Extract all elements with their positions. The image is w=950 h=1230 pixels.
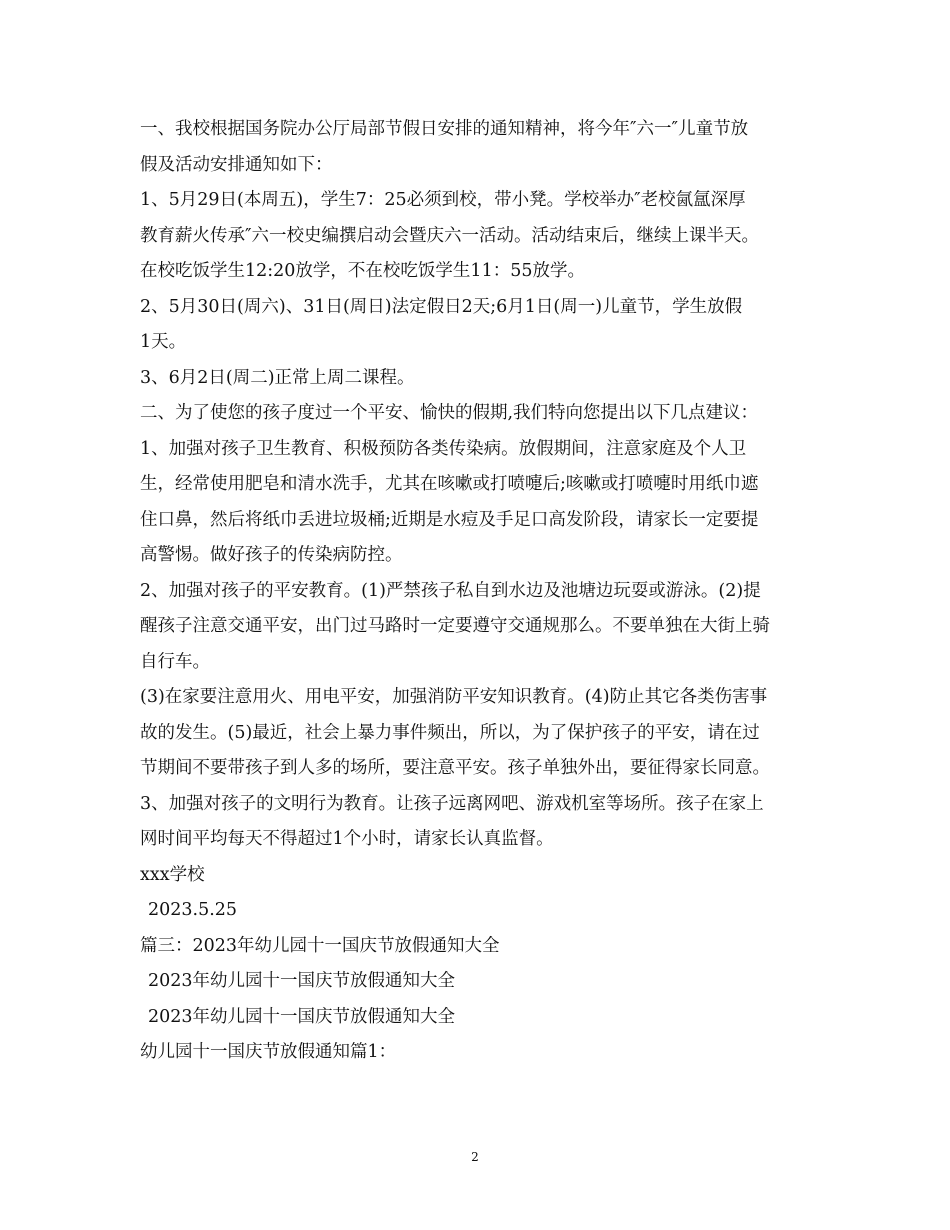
subheading: 2023年幼儿园十一国庆节放假通知大全 <box>148 1006 456 1027</box>
signature-date: 2023.5.25 <box>148 900 238 920</box>
section-heading: 篇三：2023年幼儿园十一国庆节放假通知大全 <box>140 935 500 956</box>
paragraph-line: 3、6月2日(周二)正常上周二课程。 <box>140 367 415 388</box>
paragraph-line: 假及活动安排通知如下： <box>140 154 333 175</box>
paragraph-line: 故的发生。(5)最近，社会上暴力事件频出，所以，为了保护孩子的平安，请在过 <box>140 722 760 743</box>
paragraph-line: 节期间不要带孩子到人多的场所，要注意平安。孩子单独外出，要征得家长同意。 <box>140 758 770 778</box>
paragraph-line: 2、加强对孩子的平安教育。(1)严禁孩子私自到水边及池塘边玩耍或游泳。(2)提 <box>140 580 761 601</box>
paragraph-line: 生，经常使用肥皂和清水洗手，尤其在咳嗽或打喷嚏后;咳嗽或打喷嚏时用纸巾遮 <box>140 474 759 494</box>
document-body <box>140 112 820 1071</box>
paragraph-line: 1、加强对孩子卫生教育、积极预防各类传染病。放假期间，注意家庭及个人卫 <box>140 438 747 459</box>
paragraph-line: 自行车。 <box>140 651 210 672</box>
paragraph-line: 1、5月29日(本周五)，学生7：25必须到校，带小凳。学校举办″老校氤氲深厚 <box>140 190 746 210</box>
paragraph-line: 3、加强对孩子的文明行为教育。让孩子远离网吧、游戏机室等场所。孩子在家上 <box>140 793 764 814</box>
signature-school: xxx学校 <box>140 864 205 885</box>
paragraph-line: 醒孩子注意交通平安，出门过马路时一定要遵守交通规那么。不要单独在大街上骑 <box>140 616 770 636</box>
paragraph-line: (3)在家要注意用火、用电平安，加强消防平安知识教育。(4)防止其它各类伤害事 <box>140 687 768 707</box>
paragraph-line: 二、为了使您的孩子度过一个平安、愉快的假期,我们特向您提出以下几点建议： <box>140 403 759 423</box>
paragraph-line: 高警惕。做好孩子的传染病防控。 <box>140 545 403 565</box>
subheading: 2023年幼儿园十一国庆节放假通知大全 <box>148 971 456 991</box>
paragraph-line: 网时间平均每天不得超过1个小时，请家长认真监督。 <box>140 829 554 849</box>
paragraph-line: 在校吃饭学生12:20放学，不在校吃饭学生11：55放学。 <box>140 261 585 281</box>
paragraph-line: 住口鼻，然后将纸巾丢进垃圾桶;近期是水痘及手足口高发阶段，请家长一定要提 <box>140 509 759 530</box>
paragraph-line: 教育薪火传承″六一校史编撰启动会暨庆六一活动。活动结束后，继续上课半天。 <box>140 225 760 246</box>
paragraph-line: 2、5月30日(周六)、31日(周日)法定假日2天;6月1日(周一)儿童节，学生放假 <box>140 296 743 317</box>
paragraph-line: 1天。 <box>140 332 187 352</box>
paragraph-line: 一、我校根据国务院办公厅局部节假日安排的通知精神，将今年″六一″儿童节放 <box>140 119 749 139</box>
page-number: 2 <box>471 1150 479 1164</box>
subheading: 幼儿园十一国庆节放假通知篇1： <box>140 1042 397 1062</box>
